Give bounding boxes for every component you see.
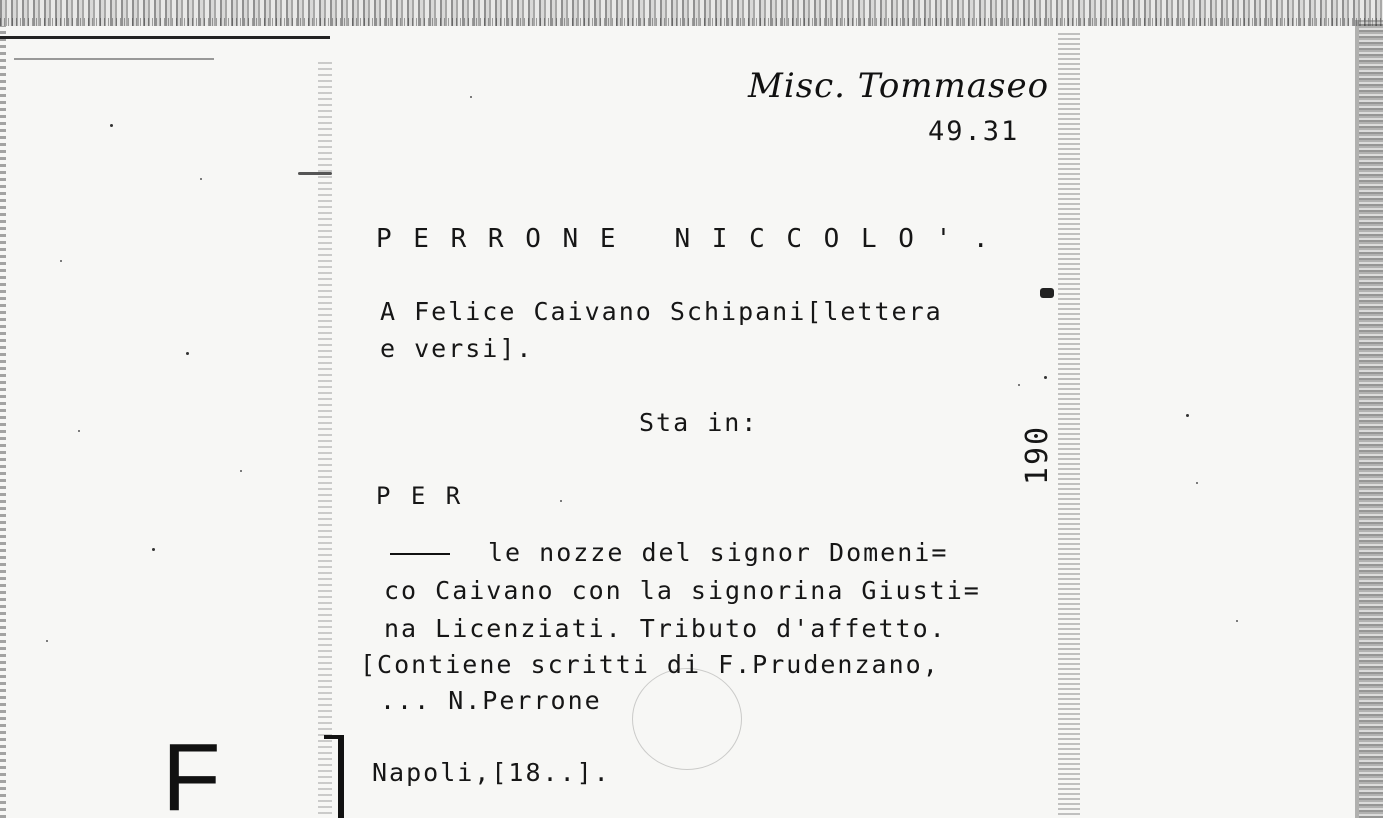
handwritten-collection-note: Misc. Tommaseo xyxy=(748,66,1050,106)
scan-speck xyxy=(560,500,562,502)
scan-speck xyxy=(1236,620,1238,622)
author-heading: P E R R O N E N I C C O L O ' . xyxy=(376,224,992,254)
title-line-1: A Felice Caivano Schipani[lettera xyxy=(380,297,943,326)
scan-speck xyxy=(60,260,62,262)
shelf-number: 49.31 xyxy=(928,116,1020,147)
description-line-1 xyxy=(390,540,948,565)
description-line-1-text: le nozze del signor Domeni= xyxy=(488,538,949,567)
repeat-dash xyxy=(390,553,450,555)
scan-speck xyxy=(1196,482,1198,484)
index-tab-line-faint xyxy=(14,58,214,60)
title-line-2: e versi]. xyxy=(380,334,534,363)
description-line-2: co Caivano con la signorina Giusti= xyxy=(384,576,981,605)
card-bracket-mark xyxy=(338,735,344,818)
description-line-3: na Licenziati. Tributo d'affetto. xyxy=(384,614,947,643)
scan-speck xyxy=(1018,384,1020,386)
sta-in-label: Sta in: xyxy=(639,408,759,437)
scan-speck xyxy=(240,470,242,472)
scan-speck xyxy=(110,124,113,127)
scan-right-line xyxy=(1355,20,1359,818)
scan-speck xyxy=(152,548,155,551)
scan-speck xyxy=(78,430,80,432)
vertical-shelf-number: 190 xyxy=(1020,424,1056,486)
scan-speck xyxy=(1186,414,1189,417)
description-line-5: ... N.Perrone xyxy=(380,686,602,715)
ink-smudge xyxy=(1040,288,1054,298)
scan-left-edge xyxy=(0,26,6,818)
scan-speck xyxy=(186,352,189,355)
scan-speck xyxy=(46,640,48,642)
scan-top-edge xyxy=(0,0,1383,26)
scan-speck xyxy=(470,96,472,98)
faint-stamp-circle xyxy=(632,668,742,770)
description-line-4: [Contiene scritti di F.Prudenzano, xyxy=(360,650,940,679)
imprint-line: Napoli,[18..]. xyxy=(372,758,611,787)
per-heading: P E R xyxy=(376,482,464,510)
scan-right-edge xyxy=(1359,20,1383,818)
index-tab-line xyxy=(0,36,330,39)
card-right-border xyxy=(1058,30,1080,818)
drawer-letter: F xyxy=(162,724,221,818)
scan-speck xyxy=(200,178,202,180)
scan-speck xyxy=(1044,376,1047,379)
ink-smudge xyxy=(298,172,332,175)
